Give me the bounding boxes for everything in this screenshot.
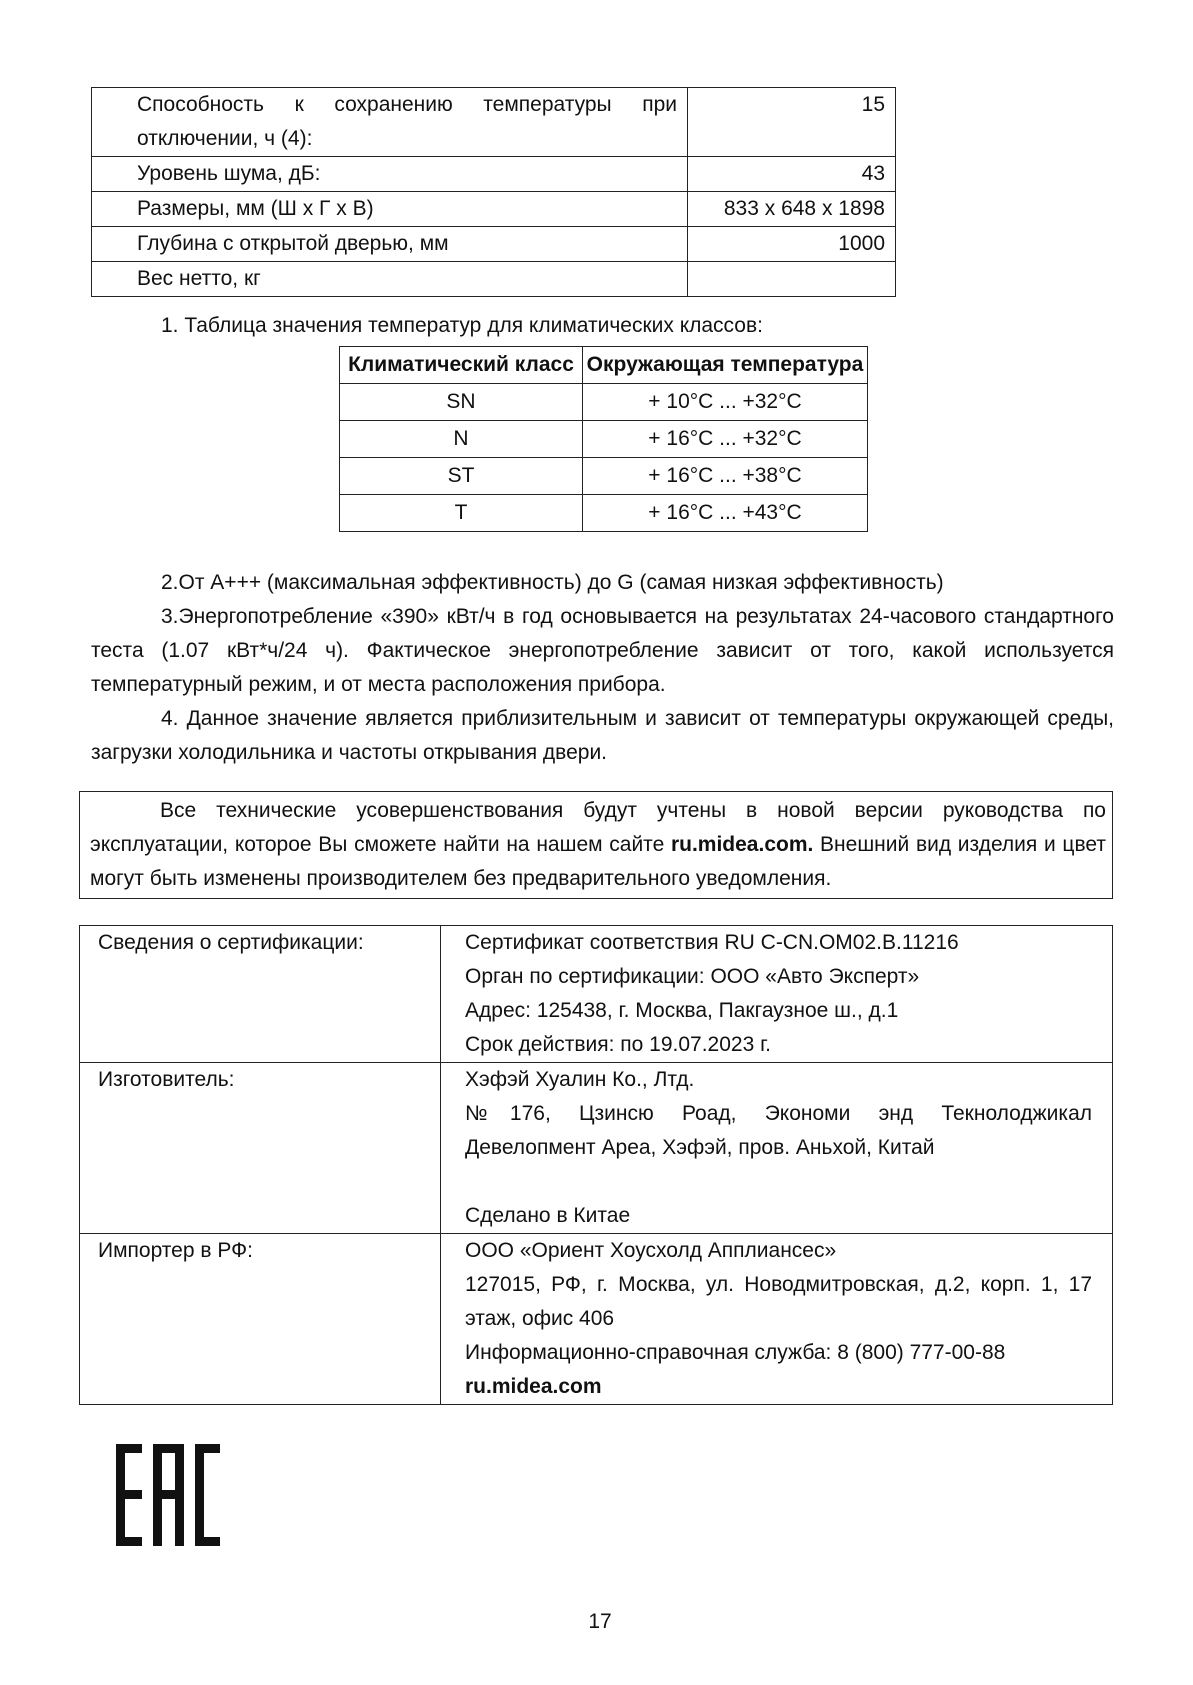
website-link: ru.midea.com. (670, 833, 814, 856)
notice-text-after: Внешний вид изделия и цвет могут быть изменены производителем без предварительного уведомления. (90, 833, 1106, 890)
table-row (92, 88, 896, 157)
certification-details (441, 926, 1113, 1063)
table-row (92, 227, 896, 262)
climate-class: N (340, 421, 583, 458)
certification-label: Сведения о сертификации: (80, 926, 441, 1063)
climate-temperature: + 16°C ... +43°C (583, 495, 868, 532)
climate-table (339, 346, 868, 532)
spec-label: Уровень шума, дБ: (92, 157, 688, 192)
certification-validity: Срок действия: по 19.07.2023 г. (465, 1033, 772, 1056)
importer-service: Информационно-справочная служба: 8 (800) 777-00-88 (465, 1341, 1006, 1364)
table-row (340, 421, 868, 458)
certificate-number: Сертификат соответствия RU C-CN.OM02.B.11216 (465, 931, 959, 954)
note-2: 2.От А+++ (максимальная эффективность) до G (самая низкая эффективность) (161, 571, 944, 594)
manufacturer-origin: Сделано в Китае (465, 1204, 631, 1227)
spec-value: 43 (688, 157, 896, 192)
spec-value: 1000 (688, 227, 896, 262)
spec-table (91, 87, 896, 297)
eac-mark-icon (116, 1444, 220, 1546)
table-row (340, 495, 868, 532)
manufacturer-name: Хэфэй Хуалин Ко., Лтд. (465, 1068, 695, 1091)
spec-label: Способность к сохранению температуры при отключении, ч (4): (92, 88, 688, 157)
spec-value: 833 х 648 х 1898 (688, 192, 896, 227)
notice-text-before: Все технические усовершенствования будут учтены в новой версии руководства по эксплуатации, которое Вы сможете найти на нашем сайте (90, 799, 1106, 856)
spec-label: Размеры, мм (Ш х Г х В) (92, 192, 688, 227)
climate-temperature: + 16°C ... +38°C (583, 458, 868, 495)
spec-label: Глубина с открытой дверью, мм (92, 227, 688, 262)
table-header-row (340, 347, 868, 384)
importer-name: ООО «Ориент Хоусхолд Апплиансес» (465, 1239, 837, 1262)
table-row (80, 1063, 1113, 1234)
column-header-temperature: Окружающая температура (583, 347, 868, 384)
page-number: 17 (588, 1610, 612, 1633)
climate-table-caption: 1. Таблица значения температур для климатических классов: (161, 314, 763, 337)
table-row (340, 384, 868, 421)
manufacturer-label: Изготовитель: (80, 1063, 441, 1234)
table-row (92, 192, 896, 227)
manufacturer-details (441, 1063, 1113, 1234)
climate-class: SN (340, 384, 583, 421)
climate-class: ST (340, 458, 583, 495)
climate-temperature: + 10°C ... +32°C (583, 384, 868, 421)
climate-temperature: + 16°C ... +32°C (583, 421, 868, 458)
importer-label: Импортер в РФ: (80, 1234, 441, 1405)
table-row (340, 458, 868, 495)
table-row (92, 157, 896, 192)
importer-website: ru.midea.com (465, 1375, 602, 1398)
certification-address: Адрес: 125438, г. Москва, Пакгаузное ш., д.1 (465, 999, 899, 1022)
manufacturer-address: №176, Цзинсю Роад, Экономи энд Текнолоджикал Девелопмент Ареа, Хэфэй, пров. Аньхой, Китай (465, 1102, 1092, 1159)
note-3: 3.Энергопотребление «390» кВт/ч в год основывается на результатах 24-часового стандартного теста (1.07 кВт*ч/24 ч). Фактическое энергопотребление зависит от того, какой используется температурный режим, и от места расположения прибора. (91, 605, 1114, 696)
note-4: 4. Данное значение является приблизительным и зависит от температуры окружающей среды, загрузки холодильника и частоты открывания двери. (91, 707, 1114, 764)
spec-value (688, 262, 896, 297)
table-row (92, 262, 896, 297)
spacer (465, 1165, 1092, 1199)
spec-label: Вес нетто, кг (92, 262, 688, 297)
certification-table (79, 925, 1113, 1405)
climate-class: T (340, 495, 583, 532)
importer-details (441, 1234, 1113, 1405)
notice-box (79, 791, 1113, 899)
importer-address: 127015, РФ, г. Москва, ул. Новодмитровская, д.2, корп. 1, 17 этаж, офис 406 (465, 1273, 1092, 1330)
spec-value: 15 (688, 88, 896, 157)
column-header-class: Климатический класс (340, 347, 583, 384)
certification-body: Орган по сертификации: ООО «Авто Эксперт» (465, 965, 920, 988)
table-row (80, 1234, 1113, 1405)
table-row (80, 926, 1113, 1063)
